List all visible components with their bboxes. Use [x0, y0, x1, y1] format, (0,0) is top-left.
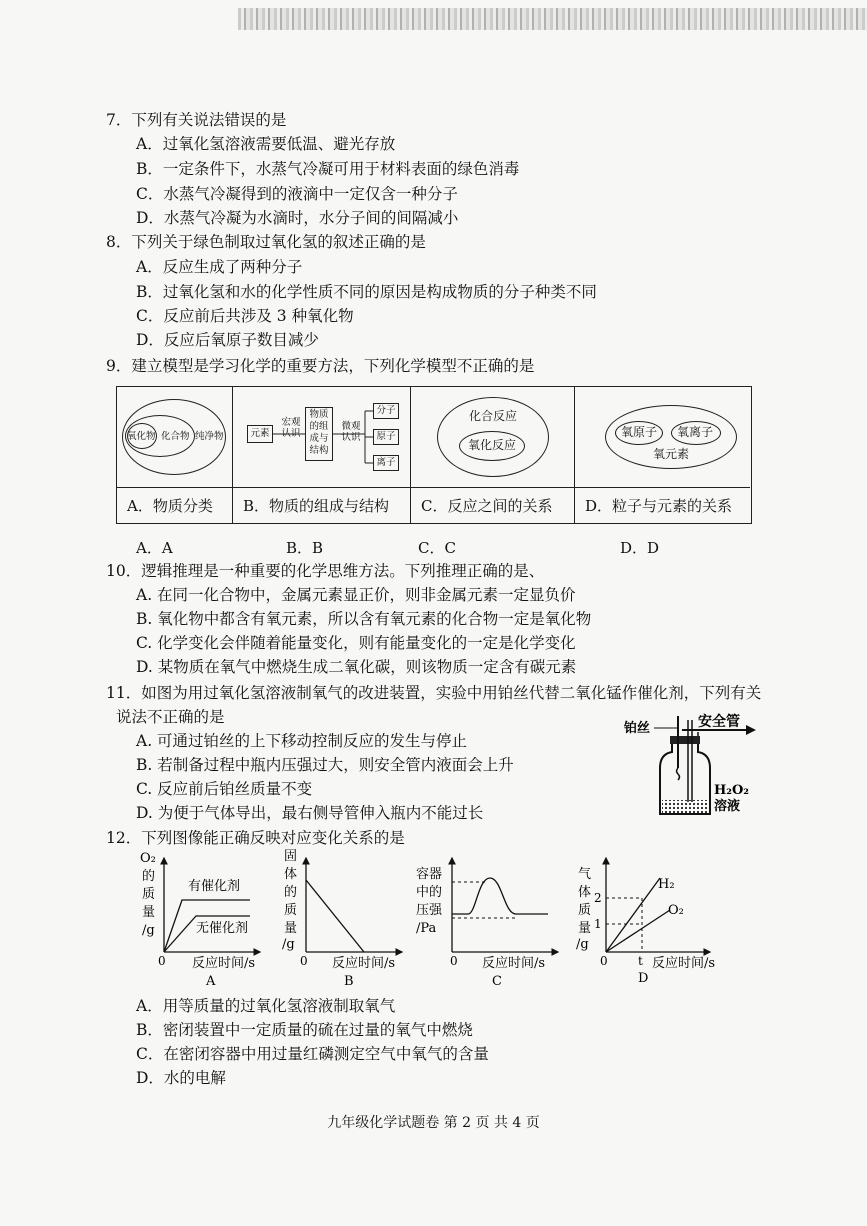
- q9-caption-d: D．粒子与元素的关系: [575, 487, 750, 523]
- page-footer: 九年级化学试题卷 第 2 页 共 4 页: [327, 1115, 540, 1131]
- graph-b-ylabel-2: 体: [284, 867, 298, 882]
- label-oxygen-atom: 氧原子: [621, 425, 658, 439]
- label-macro: 宏观认识: [281, 417, 301, 439]
- q8-option-b: B．过氧化氢和水的化学性质不同的原因是构成物质的分子种类不同: [136, 283, 597, 301]
- label-h2o2: H₂O₂: [714, 783, 749, 798]
- q8-option-d: D．反应后氧原子数目减少: [136, 331, 319, 349]
- q9-stem: 9．建立模型是学习化学的重要方法，下列化学模型不正确的是: [106, 357, 535, 375]
- q11-stem-line1: 11．如图为用过氧化氢溶液制氧气的改进装置，实验中用铂丝代替二氧化锰作催化剂，下列有关: [106, 684, 762, 702]
- q10-stem: 10．逻辑推理是一种重要的化学思维方法。下列推理正确的是、: [106, 562, 545, 580]
- graph-a-caption: A: [206, 974, 216, 988]
- q9-choice-c: C．C: [418, 539, 456, 557]
- label-oxygen-element: 氧元素: [653, 447, 690, 461]
- q7-option-b: B．一定条件下，水蒸气冷凝可用于材料表面的绿色消毒: [136, 160, 520, 178]
- graph-a-series-catalyst: 有催化剂: [188, 879, 241, 894]
- q9-caption-b: B．物质的组成与结构: [233, 487, 411, 523]
- graph-c-ylabel-2: 中的: [416, 885, 443, 900]
- graph-c-caption: C: [492, 974, 502, 988]
- box-element: 元素: [247, 425, 273, 443]
- label-micro: 微观认识: [341, 421, 361, 443]
- q8-option-c: C．反应前后共涉及 3 种氧化物: [136, 307, 354, 325]
- q10-option-d: D. 某物质在氧气中燃烧生成二氧化碳，则该物质一定含有碳元素: [136, 658, 577, 676]
- graph-a-series-no-catalyst: 无催化剂: [196, 921, 249, 936]
- q9-choice-a: A．A: [136, 539, 173, 557]
- q11-option-c: C. 反应前后铂丝质量不变: [136, 780, 313, 798]
- q9-cell-c: [411, 387, 575, 487]
- q12-option-a: A．用等质量的过氧化氢溶液制取氧气: [136, 997, 396, 1015]
- label-oxygen-ion: 氧离子: [677, 425, 714, 439]
- composition-line-1: 物质: [309, 409, 329, 420]
- graph-b-ylabel-5: 量: [284, 921, 298, 936]
- cell-b-connectors: [233, 387, 411, 487]
- q8-stem: 8．下列关于绿色制取过氧化氢的叙述正确的是: [106, 233, 426, 251]
- graph-a-xlabel: 反应时间/s: [192, 956, 256, 971]
- q8-option-a: A．反应生成了两种分子: [136, 258, 303, 276]
- graph-b-ylabel-6: /g: [282, 937, 295, 952]
- graph-c-xlabel: 反应时间/s: [482, 956, 546, 971]
- graph-d-series-h2: H₂: [658, 877, 675, 892]
- graph-a: [140, 851, 260, 988]
- q7-option-c: C．水蒸气冷凝得到的液滴中一定仅含一种分子: [136, 185, 458, 203]
- graph-d-ylabel-2: 体: [578, 885, 592, 900]
- q9-choice-b: B．B: [286, 539, 324, 557]
- graph-c: [416, 858, 558, 988]
- composition-line-2: 的组: [309, 421, 329, 432]
- graph-a-ylabel-3: 质: [142, 887, 156, 902]
- label-pure-substance: 纯净物: [195, 431, 224, 442]
- graph-b: [282, 849, 402, 988]
- label-combination: 化合反应: [469, 409, 518, 423]
- label-safety-tube: 安全管: [698, 714, 740, 730]
- graph-c-ylabel-4: /Pa: [416, 921, 437, 936]
- q7-stem: 7．下列有关说法错误的是: [106, 111, 287, 129]
- graph-d-tick-2: 2: [594, 891, 602, 905]
- q10-option-b: B. 氧化物中都含有氧元素，所以含有氧元素的化合物一定是氧化物: [136, 610, 592, 628]
- graph-a-ylabel-1: O₂: [140, 851, 156, 866]
- graph-d-ylabel-3: 质: [578, 903, 592, 918]
- q9-cell-b: [233, 387, 411, 487]
- graph-a-ylabel-5: /g: [142, 923, 155, 938]
- graph-d-ylabel-1: 气: [578, 867, 592, 882]
- label-platinum-wire: 铂丝: [624, 721, 651, 736]
- graph-d-series-o2: O₂: [668, 903, 684, 918]
- graph-b-origin: 0: [300, 954, 308, 968]
- q9-cell-d: [575, 387, 750, 487]
- q9-caption-a: A．物质分类: [117, 487, 233, 523]
- label-compound: 化合物: [161, 431, 190, 442]
- q7-option-d: D．水蒸气冷凝为水滴时，水分子间的间隔减小: [136, 209, 459, 227]
- graph-d-tick-1: 1: [594, 917, 602, 931]
- composition-line-3: 成与: [309, 433, 329, 444]
- q12-option-d: D．水的电解: [136, 1069, 226, 1087]
- box-ion: 离子: [373, 455, 399, 471]
- graph-b-ylabel-4: 质: [284, 903, 298, 918]
- q12-stem: 12．下列图像能正确反映对应变化关系的是: [106, 829, 405, 847]
- label-oxidation: 氧化反应: [468, 438, 517, 452]
- composition-line-4: 结构: [309, 445, 329, 456]
- q12-graphs: [130, 848, 750, 988]
- graph-d-t: t: [638, 954, 643, 968]
- graph-a-ylabel-4: 量: [142, 905, 156, 920]
- q11-option-d: D. 为便于气体导出，最右侧导管伸入瓶内不能过长: [136, 804, 484, 822]
- graph-b-xlabel: 反应时间/s: [332, 956, 396, 971]
- q11-option-a: A. 可通过铂丝的上下移动控制反应的发生与停止: [136, 732, 468, 750]
- box-molecule: 分子: [373, 403, 399, 419]
- graph-d: [576, 858, 715, 986]
- graph-b-ylabel-3: 的: [284, 885, 298, 900]
- q11-apparatus-figure: [620, 706, 760, 818]
- graph-c-ylabel-3: 压强: [416, 903, 443, 918]
- graph-c-origin: 0: [450, 954, 458, 968]
- q12-option-b: B．密闭装置中一定质量的硫在过量的氧气中燃烧: [136, 1021, 473, 1039]
- q7-option-a: A．过氧化氢溶液需要低温、避光存放: [136, 135, 396, 153]
- graph-d-ylabel-4: 量: [578, 921, 592, 936]
- q10-option-a: A. 在同一化合物中，金属元素显正价，则非金属元素一定显负价: [136, 586, 576, 604]
- graph-d-ylabel-5: /g: [576, 937, 589, 952]
- graph-a-origin: 0: [158, 954, 166, 968]
- box-atom: 原子: [373, 429, 399, 445]
- graph-b-ylabel-1: 固: [284, 849, 298, 864]
- q10-option-c: C. 化学变化会伴随着能量变化，则有能量变化的一定是化学变化: [136, 634, 576, 652]
- q9-caption-c: C．反应之间的关系: [411, 487, 575, 523]
- graph-c-ylabel-1: 容器: [416, 867, 443, 882]
- q11-stem-line2: 说法不正确的是: [116, 708, 225, 726]
- scan-noise-band: [238, 8, 867, 30]
- graph-a-ylabel-2: 的: [142, 869, 156, 884]
- graph-b-caption: B: [344, 974, 354, 988]
- label-oxide: 氧化物: [127, 431, 156, 442]
- graph-d-caption: D: [638, 971, 649, 986]
- label-solution: 溶液: [714, 799, 741, 814]
- graph-d-origin: 0: [600, 954, 608, 968]
- graph-d-xlabel: 反应时间/s: [652, 956, 716, 971]
- q11-option-b: B. 若制备过程中瓶内压强过大，则安全管内液面会上升: [136, 756, 514, 774]
- q9-model-table: [116, 386, 752, 524]
- q9-cell-a: [117, 387, 233, 487]
- q12-option-c: C．在密闭容器中用过量红磷测定空气中氧气的含量: [136, 1045, 489, 1063]
- q9-choice-d: D．D: [620, 539, 660, 557]
